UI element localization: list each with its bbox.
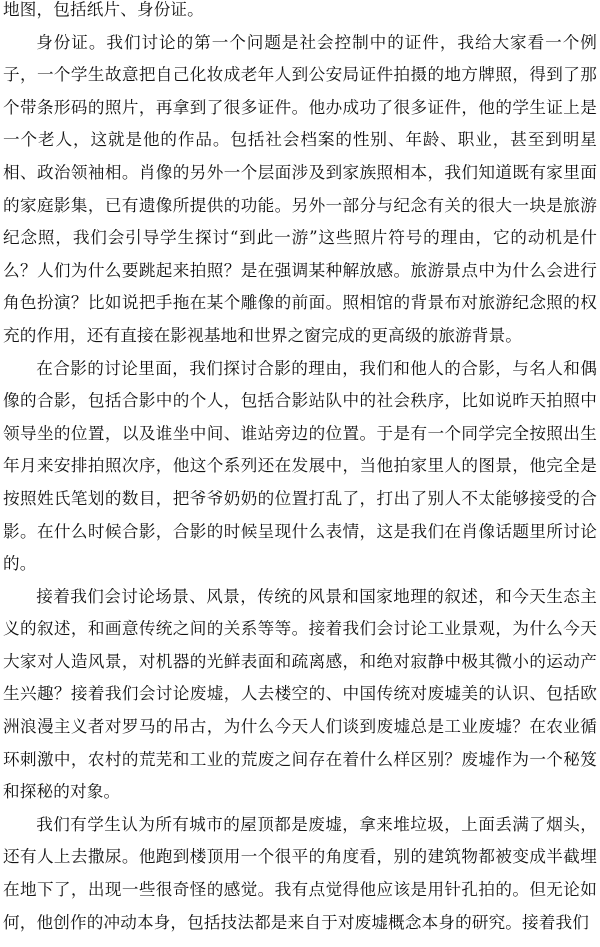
paragraph-continuation: 地图，包括纸片、身份证。 [3, 0, 204, 19]
paragraph-landscapes: 接着我们会讨论场景、风景，传统的风景和国家地理的叙述，和今天生态主义的叙述，和画意传统之间的关系等等。接着我们会讨论工业景观，为什么今天大家对人造风景，对机器的光鲜表面和疏离感，和绝对寂静中极其微小的运动产生兴趣？接着我们会讨论废墟，人去楼空的、中国传统对废墟美的认识、包括欧洲浪漫主义者对罗马的吊古，为什么今天人们谈到废墟总是工业废墟？在农业循环刺激中，农村的荒芜和工业的荒废之间存在着什么样区别？废墟作为一个秘笈和探秘的对象。 [3, 586, 597, 802]
paragraph-group-photos: 在合影的讨论里面，我们探讨合影的理由，我们和他人的合影，与名人和偶像的合影，包括合影中的个人，包括合影站队中的社会秩序，比如说昨天拍照中领导坐的位置，以及谁坐中间、谁站旁边的位置。于是有一个同学完全按照出生年月来安排拍照次序，他这个系列还在发展中，当他拍家里人的图景，他完全是按照姓氏笔划的数目，把爷爷奶奶的位置打乱了，打出了别人不太能够接受的合影。在什么时候合影，合影的时候呈现什么表情，这是我们在肖像话题里所讨论的。 [3, 358, 597, 574]
paragraph-id-cards: 身份证。我们讨论的第一个问题是社会控制中的证件，我给大家看一个例子，一个学生故意把自己化妆成老年人到公安局证件拍摄的地方牌照，得到了那个带条形码的照片，再拿到了很多证件。他办成功了很多证件，他的学生证上是一个老人，这就是他的作品。包括社会档案的性别、年龄、职业，甚至到明星相、政治领袖相。肖像的另外一个层面涉及到家族照相本，我们知道既有家里面的家庭影集，已有遗像所提供的功能。另外一部分与纪念有关的很大一块是旅游纪念照，我们会引导学生探讨“到此一游”这些照片符号的理由，它的动机是什么？人们为什么要跳起来拍照？是在强调某种解放感。旅游景点中为什么会进行角色扮演？比如说把手拖在某个雕像的前面。照相馆的背景布对旅游纪念照的权充的作用，还有直接在影视基地和世界之窗完成的更高级的旅游背景。 [3, 32, 597, 345]
paragraph-rooftops: 我们有学生认为所有城市的屋顶都是废墟，拿来堆垃圾，上面丢满了烟头，还有人上去撒尿。他跑到楼顶用一个很平的角度看，别的建筑物都被变成半截埋在地下了，出现一些很奇怪的感觉。我有点觉得他应该是用针孔拍的。但无论如何，他创作的冲动本身，包括技法都是来自于对废墟概念本身的研究。接着我们 [3, 814, 597, 932]
body-text [3, 0, 597, 939]
